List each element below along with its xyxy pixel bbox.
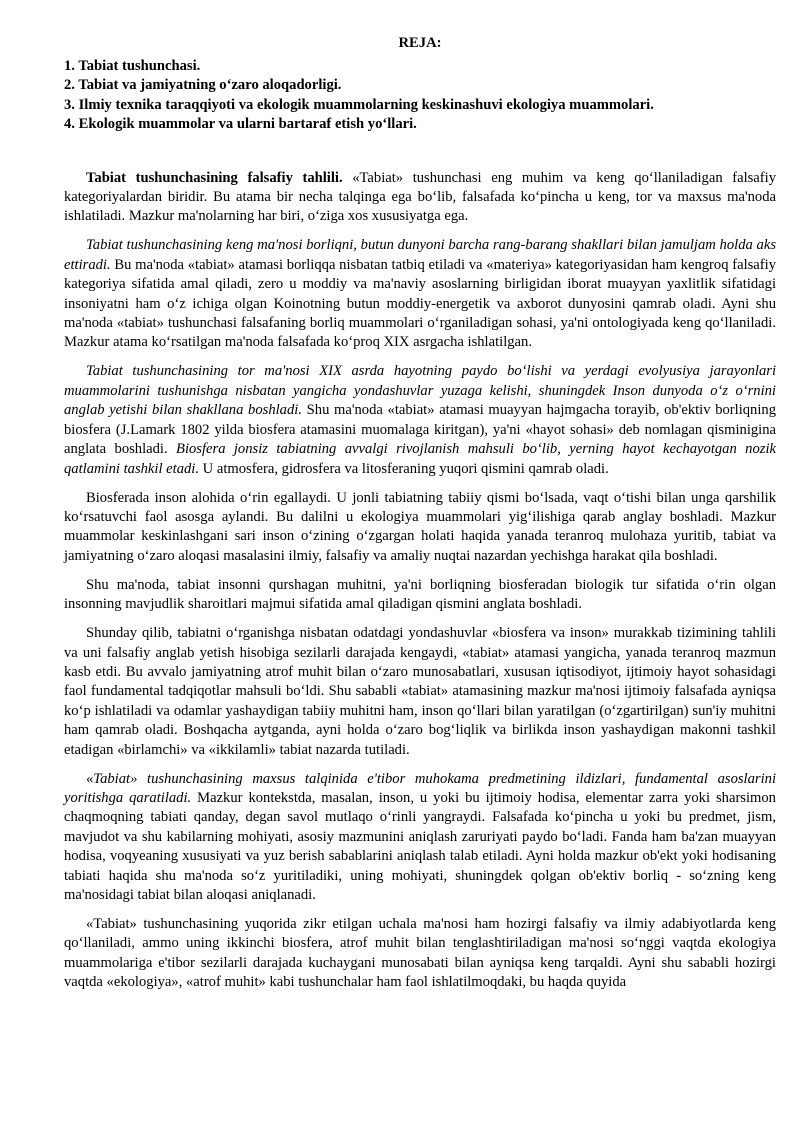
paragraph	[64, 915, 776, 993]
bold-run: Tabiat tushunchasining falsafiy tahlili.	[86, 169, 343, 186]
plan-item: 2. Tabiat va jamiyatning o‘zaro aloqadorligi.	[64, 77, 342, 94]
text-run: Shunday qilib, tabiatni o‘rganishga nisbatan odatdagi yondashuvlar «biosfera va inson» murakkab tizimining tahlili va uni falsafiy anglab yetish hisobiga sezilarli darajada kengaydi, «tabiat» atamasi yangicha, yanada teranroq mazmun kasb etdi. Bu avvalo jamiyatning atrof muhit bilan o‘zaro munosabatlari, xususan iqtisodiyot, ijtimoiy hayot sohasidagi faol fundamental tadqiqotlar mahsuli bo‘ldi. Shu sababli «tabiat» atamasining mazkur ma'nosi ijtimoiy falsafada ayniqsa ko‘p ishlatiladi va odamlar yashaydigan tabiiy muhitni ham, inson qo‘llari bilan yaratilgan (o‘zgartirilgan) sun'iy muhitni ham qamrab oladi. Boshqacha aytganda, ayni holda o‘zaro bog‘liqlik va birlikda inson yashaydigan makonni tashkil etadigan «birlamchi» va «ikkilamli» tabiat nazarda tutiladi.	[64, 625, 776, 758]
plan-title: REJA:	[398, 35, 442, 51]
text-run: Bu ma'noda «tabiat» atamasi borliqqa nisbatan tatbiq etiladi va «materiya» kategoriyasidan ham kengroq falsafiy kategoriya sifatida amal qiladi, zero u moddiy va ma'naviy asoslarning birligidan iborat muayyan yaxlitlik sifatidagi insoniyatni ham o‘z ichiga olgan Koinotning butun moddiy-energetik va axborot dunyosini qamrab oladi. Ayni shu ma'noda «tabiat» tushunchasi falsafaning borliq muammolari o‘rganiladigan sohasi, ya'ni ontologiyada keng qo‘llaniladi. Mazkur atama ko‘rsatilgan ma'noda falsafada ko‘proq XIX asrgacha ishlatilgan.	[64, 256, 776, 351]
paragraph	[64, 169, 776, 227]
spacer	[64, 135, 776, 169]
paragraph	[64, 576, 776, 615]
text-run: «	[86, 770, 94, 787]
paragraph	[64, 362, 776, 478]
italic-run: Tabiat» tushunchasining maxsus talqinida e'tibor muhokama predmetining ildizlari, fundamental asoslarini yoritishga qaratiladi.	[64, 770, 776, 806]
italic-run: Tabiat tushunchasining tor ma'nosi XIX asrda hayotning paydo bo‘lishi va yerdagi evolyusiya jarayonlari muammolarini tushunishga nisbatan yangicha yondashuvlar yuzaga kelishi, shuningdek Inson dunyoda o‘z o‘rnini anglab yetishi bilan shakllana boshladi.	[64, 363, 776, 419]
document-page	[64, 34, 776, 1002]
plan-item: 4. Ekologik muammolar va ularni bartaraf etish yo‘llari.	[64, 116, 417, 133]
italic-run: Tabiat tushunchasining keng ma'nosi borliqni, butun dunyoni barcha rang-barang shakllari bilan jamuljam holda aks ettiradi.	[64, 237, 776, 273]
paragraph	[64, 489, 776, 567]
plan-item: 3. Ilmiy texnika taraqqiyoti va ekologik muammolarning keskinashuvi ekologiya muammolari.	[64, 96, 654, 113]
paragraph	[64, 770, 776, 906]
body-text	[64, 169, 776, 993]
text-run: U atmosfera, gidrosfera va litosferaning yuqori qismini qamrab oladi.	[199, 460, 609, 477]
paragraph	[64, 624, 776, 760]
text-run: «Tabiat» tushunchasining yuqorida zikr etilgan uchala ma'nosi ham hozirgi falsafiy va ilmiy adabiyotlarda keng qo‘llaniladi, ammo uning ikkinchi biosfera, atrof muhit bilan tenglashtiriladigan ma'nosi so‘nggi vaqtda ekologiya muammolariga e'tibor sezilarli darajada kuchaygani munosabati bilan ayniqsa keng tarqaldi. Ayni shu sababli hozirgi vaqtda «ekologiya», «atrof muhit» kabi tushunchalar ham faol ishlatilmoqdaki, bu haqda quyida	[64, 916, 776, 991]
text-run: Mazkur kontekstda, masalan, inson, u yoki bu ijtimoiy hodisa, elementar zarra yoki sharsimon chaqmoqning tabiati qanday, degan savol mutlaqo o‘rinli yangraydi. Falsafada ko‘pincha u yoki bu predmet, jism, mavjudot va shu kabilarning mohiyati, asosiy mazmunini aniqlash zaruriyati paydo bo‘ladi. Fanda ham ba'zan muayyan hodisa, voqyeaning xususiyati va yuz berish sabablarini aniqlash talab etiladi. Ayni holda mazkur ob'ekt yoki hodisaning tabiati haqida shu ma'noda so‘z yuritiladiki, uning mohiyati, shuningdek qolgan ob'ektiv borliq - so‘zning keng ma'nosidagi tabiat bilan aloqasi aniqlanadi.	[64, 789, 776, 903]
text-run: Biosferada inson alohida o‘rin egallaydi. U jonli tabiatning tabiiy qismi bo‘lsada, vaqt o‘tishi bilan unga qarshilik ko‘rsatuvchi faol asosga aylandi. Bu dalilni u ekologiya muammolari yig‘ilishiga qarab anglay boshladi. Mazkur muammolar keskinlashgani sari inson o‘zining o‘zgargan holati haqida yanada teranroq mulohaza yuritib, tabiat va jamiyatning o‘zaro aloqasi masalasini ilmiy, falsafiy va amaliy nuqtai nazardan yechishga harakat qila boshladi.	[64, 489, 776, 564]
italic-run: Biosfera jonsiz tabiatning avvalgi rivojlanish mahsuli bo‘lib, yerning hayot kechayotgan nozik qatlamini tashkil etadi.	[64, 441, 776, 477]
plan-item: 1. Tabiat tushunchasi.	[64, 58, 201, 74]
paragraph	[64, 236, 776, 352]
text-run: Shu ma'noda «tabiat» atamasi muayyan hajmgacha torayib, ob'ektiv borliqning biosfera (J.Lamark 1802 yilda biosfera atamasini muomalaga kiritgan), ya'ni «hayot sohasi» deb nomlagan qisminigina anglata boshladi.	[64, 402, 776, 458]
text-run: Shu ma'noda, tabiat insonni qurshagan muhitni, ya'ni borliqning biosferadan biologik tur sifatida o‘rin olgan insonning mavjudlik sharoitlari majmui sifatida amal qiladigan qismini anglata boshladi.	[64, 576, 776, 613]
text-run: «Tabiat» tushunchasi eng muhim va keng qo‘llaniladigan falsafiy kategoriyalardan biridir. Bu atama bir necha talqinga ega bo‘lib, falsafada ko‘pincha u keng, tor va maxsus ma'noda ishlatiladi. Mazkur ma'nolarning har biri, o‘ziga xos xususiyatga ega.	[64, 169, 776, 225]
plan-list	[64, 57, 776, 135]
